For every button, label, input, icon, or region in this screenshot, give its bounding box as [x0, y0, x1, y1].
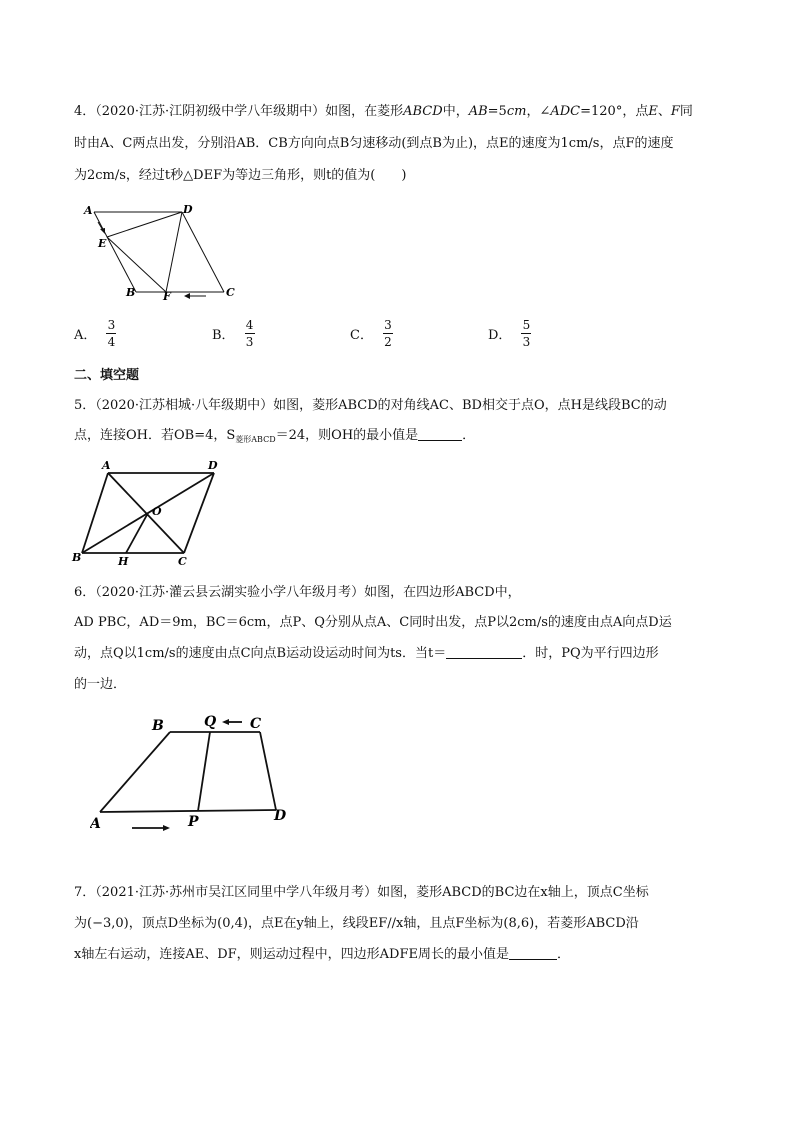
q7-line-1: 7．（2021·江苏·苏州市吴江区同里中学八年级月考）如图，菱形ABCD的BC边在x轴上，顶点C坐标	[74, 885, 649, 900]
q4-line-1: 4．（2020·江苏·江阴初级中学八年级期中）如图，在菱形ABCD中，AB=5cm，∠ADC=120°，点E、F同	[74, 104, 693, 119]
q6-label-d: D	[274, 808, 287, 824]
q5-line-1: 5．（2020·江苏相城·八年级期中）如图，菱形ABCD的对角线AC、BD相交于点O，点H是线段BC的动	[74, 398, 667, 413]
q6-answer-blank[interactable]	[446, 645, 522, 659]
q4-line-3: 为2cm/s，经过t秒△DEF为等边三角形，则t的值为( )	[74, 168, 407, 183]
q7-answer-blank[interactable]	[509, 946, 557, 960]
q5-line-2: 点，连接OH．若OB=4，$S_{菱形ABCD}=24$，则OH的最小值是 ．	[74, 428, 476, 444]
q5-label-d: D	[208, 459, 218, 472]
q5-label-c: C	[178, 555, 187, 568]
q4-rhombus-figure	[80, 200, 250, 305]
q5-label-h: H	[118, 555, 129, 568]
q5-rhombus-figure	[70, 455, 230, 570]
q7-line-2: 为(−3,0)，顶点D坐标为(0,4)，点E在y轴上，线段EF//x轴，且点F坐标为(8,6)，若菱形ABCD沿	[74, 916, 639, 931]
q6-label-a: A	[90, 816, 101, 832]
q6-line-4: 的一边．	[74, 677, 127, 692]
q6-trapezoid-figure	[90, 710, 300, 835]
q6-line-1: 6．（2020·江苏·灌云县云湖实验小学八年级月考）如图，在四边形ABCD中，	[74, 585, 521, 600]
option-d[interactable]: D． $\frac{5}{3}$	[488, 318, 531, 349]
q7-line-3: x轴左右运动，连接AE、DF，则运动过程中，四边形ADFE周长的最小值是 ．	[74, 947, 570, 962]
q4-label-d: D	[183, 203, 193, 216]
q5-label-a: A	[102, 459, 111, 472]
q6-label-q: Q	[204, 714, 217, 730]
q4-label-c: C	[226, 286, 235, 299]
q6-line-3: 动，点Q以1cm/s的速度由点C向点B运动设运动时间为ts．当t＝ ．时，PQ为平行四边形	[74, 646, 659, 661]
q4-label-a: A	[84, 204, 93, 217]
q4-line-2: 时由A、C两点出发，分别沿AB．CB方向向点B匀速移动(到点B为止)，点E的速度为1cm/s，点F的速度	[74, 136, 674, 151]
q4-label-f: F	[163, 290, 171, 303]
option-c[interactable]: C． $\frac{3}{2}$	[350, 318, 392, 349]
q4-label-e: E	[98, 237, 107, 250]
section-title: 二、填空题	[74, 368, 140, 383]
q4-label-b: B	[126, 286, 136, 299]
option-b[interactable]: B． $\frac{4}{3}$	[212, 318, 254, 349]
q6-line-2: AD PBC，AD＝9m，BC＝6cm，点P、Q分别从点A、C同时出发，点P以2cm/s的速度由点A向点D运	[74, 615, 672, 630]
q6-label-p: P	[188, 814, 199, 830]
q6-label-b: B	[152, 718, 164, 734]
q5-label-o: O	[152, 505, 162, 518]
q5-answer-blank[interactable]	[418, 427, 462, 441]
q6-label-c: C	[250, 716, 262, 732]
q5-label-b: B	[72, 551, 82, 564]
option-a[interactable]: A． $\frac{3}{4}$	[74, 318, 116, 349]
